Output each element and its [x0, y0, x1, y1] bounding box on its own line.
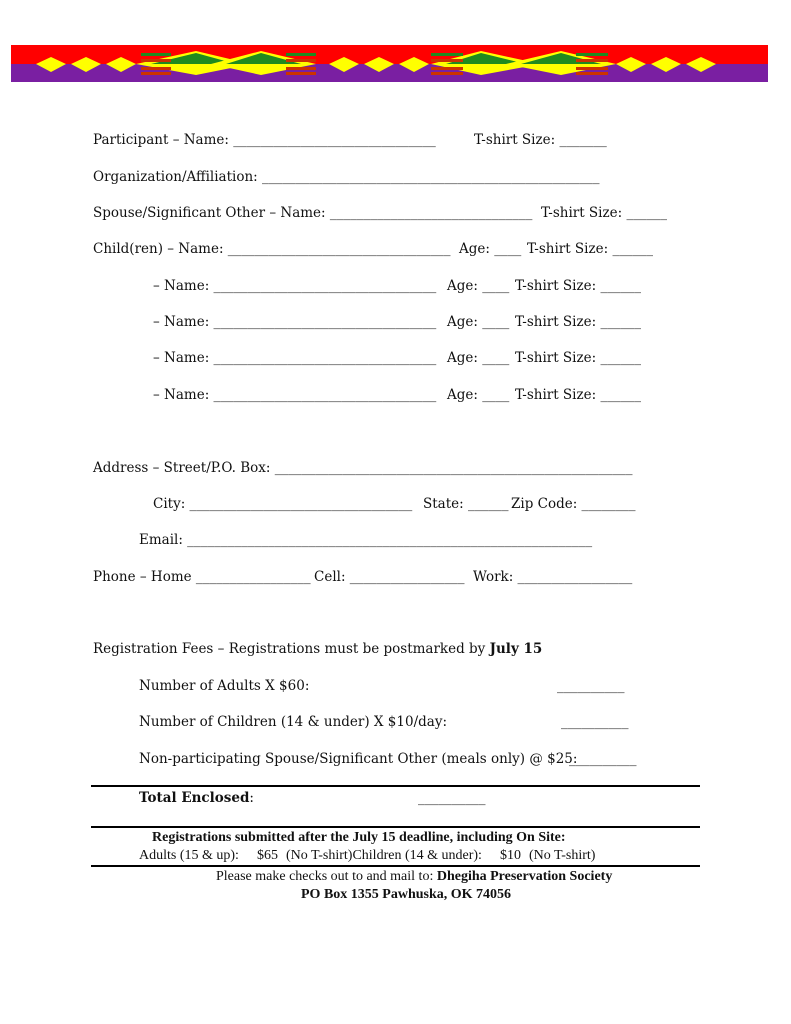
- late-adults-note: (No T-shirt): [285, 848, 353, 863]
- address-zip-field[interactable]: Zip Code: ________: [511, 496, 636, 512]
- spouse-tshirt-field[interactable]: T-shirt Size: ______: [541, 205, 667, 221]
- address-city-field[interactable]: City: _________________________________: [153, 496, 413, 512]
- participant-name-field[interactable]: Participant – Name: ______________________________: [93, 132, 436, 148]
- phone-work-field[interactable]: Work: _________________: [473, 569, 633, 585]
- child-age-field[interactable]: Age: ____: [447, 278, 510, 294]
- children-fee-field[interactable]: __________: [561, 714, 629, 730]
- total-colon: :: [249, 790, 254, 806]
- divider: [91, 785, 700, 787]
- late-children-price: $10: [499, 848, 521, 863]
- mail-address: PO Box 1355 Pawhuska, OK 74056: [301, 887, 512, 902]
- spouse-fee-label: Non-participating Spouse/Significant Other (meals only) @ $25:: [139, 751, 578, 767]
- total-label-text: Total Enclosed: [139, 790, 250, 806]
- decorative-banner: [11, 45, 768, 82]
- fees-heading-text: Registration Fees – Registrations must be postmarked by: [93, 641, 490, 657]
- late-adults-label: Adults (15 & up):: [139, 848, 239, 863]
- divider: [91, 865, 700, 867]
- children-fee-label: Number of Children (14 & under) X $10/day:: [139, 714, 447, 730]
- late-adults-text: [139, 848, 595, 864]
- late-registration-heading: Registrations submitted after the July 15 deadline, including On Site:: [152, 830, 566, 845]
- total-label: [139, 790, 254, 806]
- adults-fee-field[interactable]: __________: [557, 678, 625, 694]
- divider: [91, 826, 700, 828]
- child-name-field[interactable]: Child(ren) – Name: _________________________________: [93, 241, 451, 257]
- fees-deadline: July 15: [489, 641, 543, 657]
- adults-fee-label: Number of Adults X $60:: [139, 678, 310, 694]
- phone-home-field[interactable]: Phone – Home _________________: [93, 569, 311, 585]
- child-tshirt-field[interactable]: T-shirt Size: ______: [515, 387, 641, 403]
- child-tshirt-field[interactable]: T-shirt Size: ______: [515, 278, 641, 294]
- child-age-field[interactable]: Age: ____: [447, 387, 510, 403]
- fees-heading: [93, 641, 542, 657]
- spouse-name-field[interactable]: Spouse/Significant Other – Name: ______________________________: [93, 205, 533, 221]
- child-tshirt-field[interactable]: T-shirt Size: ______: [515, 350, 641, 366]
- child-name-field[interactable]: – Name: _________________________________: [153, 350, 437, 366]
- child-age-field[interactable]: Age: ____: [447, 350, 510, 366]
- address-state-field[interactable]: State: ______: [423, 496, 509, 512]
- child-age-field[interactable]: Age: ____: [459, 241, 522, 257]
- child-name-field[interactable]: – Name: _________________________________: [153, 314, 437, 330]
- email-field[interactable]: Email: ____________________________________________________________: [139, 532, 593, 548]
- child-name-field[interactable]: – Name: _________________________________: [153, 278, 437, 294]
- child-tshirt-field[interactable]: T-shirt Size: ______: [515, 314, 641, 330]
- phone-cell-field[interactable]: Cell: _________________: [314, 569, 465, 585]
- mail-instructions: [216, 869, 612, 885]
- child-tshirt-field[interactable]: T-shirt Size: ______: [527, 241, 653, 257]
- participant-tshirt-field[interactable]: T-shirt Size: _______: [474, 132, 607, 148]
- child-age-field[interactable]: Age: ____: [447, 314, 510, 330]
- child-name-field[interactable]: – Name: _________________________________: [153, 387, 437, 403]
- spouse-fee-field[interactable]: __________: [569, 751, 637, 767]
- mail-organization: Dhegiha Preservation Society: [436, 869, 613, 884]
- total-field[interactable]: __________: [418, 790, 486, 806]
- late-children-label: Children (14 & under):: [352, 848, 482, 863]
- late-adults-price: $65: [256, 848, 278, 863]
- late-children-note: (No T-shirt): [528, 848, 596, 863]
- address-street-field[interactable]: Address – Street/P.O. Box: _____________________________________________________: [93, 460, 633, 476]
- mail-intro: Please make checks out to and mail to:: [216, 869, 437, 884]
- organization-field[interactable]: Organization/Affiliation: __________________________________________________: [93, 169, 600, 185]
